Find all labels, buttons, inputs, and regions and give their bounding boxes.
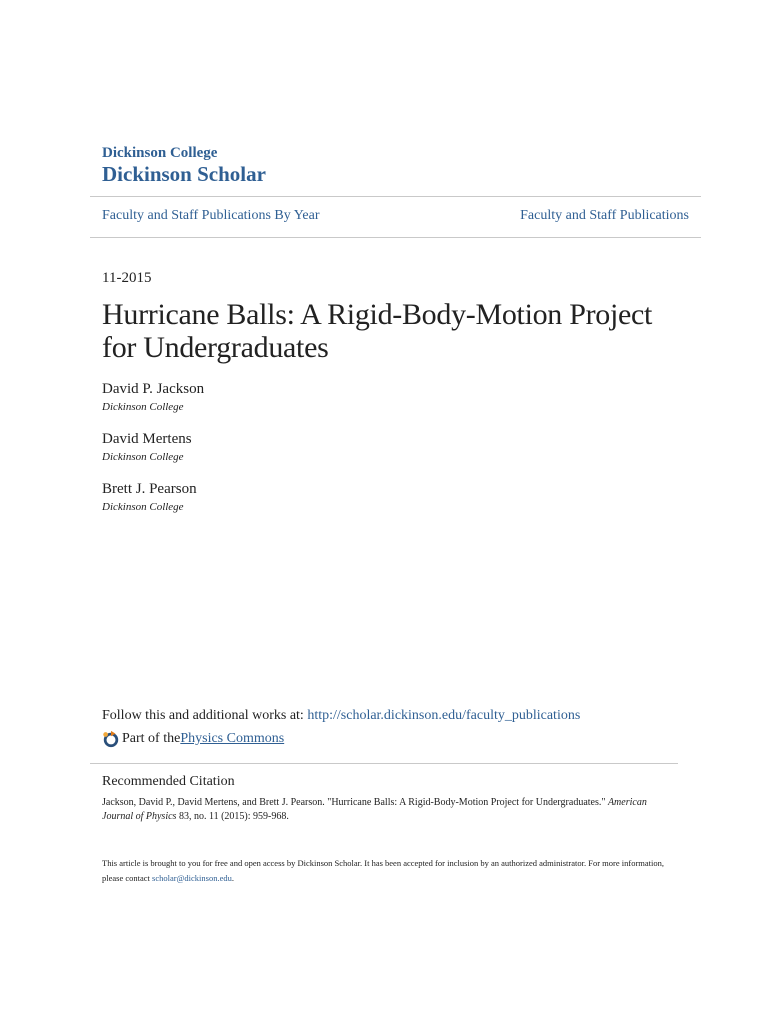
author-name: David Mertens (102, 431, 192, 447)
follow-line (102, 707, 580, 725)
part-of-prefix: Part of the (122, 731, 181, 746)
college-name[interactable]: Dickinson College (102, 145, 218, 161)
nav-link-faculty-publications[interactable]: Faculty and Staff Publications (520, 208, 689, 223)
follow-prefix: Follow this and additional works at: (102, 708, 308, 723)
author-affiliation: Dickinson College (102, 451, 184, 463)
citation-journal: American Journal of Physics (102, 797, 647, 822)
divider-citation (90, 763, 678, 764)
article-title: Hurricane Balls: A Rigid-Body-Motion Project for Undergraduates (102, 298, 653, 364)
citation-tail: 83, no. 11 (2015): 959-968. (176, 811, 289, 822)
author-block (102, 480, 197, 515)
bepress-commons-icon (102, 730, 120, 748)
part-of-line (102, 729, 284, 749)
notice-end: . (231, 873, 234, 883)
author-name: David P. Jackson (102, 381, 205, 397)
publication-date: 11-2015 (102, 270, 152, 286)
nav-link-publications-by-year[interactable]: Faculty and Staff Publications By Year (102, 208, 320, 223)
author-affiliation: Dickinson College (102, 501, 184, 513)
author-affiliation: Dickinson College (102, 401, 184, 413)
citation-main: Jackson, David P., David Mertens, and Brett J. Pearson. "Hurricane Balls: A Rigid-Body-Motion Project for Undergraduates." (102, 797, 608, 808)
access-notice (102, 856, 672, 886)
citation-heading: Recommended Citation (102, 774, 235, 789)
divider-nav (90, 237, 701, 238)
author-block (102, 430, 192, 465)
citation-text (102, 796, 668, 824)
author-block (102, 380, 204, 415)
repository-name[interactable]: Dickinson Scholar (102, 162, 266, 186)
contact-email-link[interactable]: scholar@dickinson.edu (152, 873, 232, 883)
author-name: Brett J. Pearson (102, 481, 197, 497)
institution-header (102, 144, 266, 186)
physics-commons-link[interactable]: Physics Commons (180, 731, 285, 746)
divider-top (90, 196, 701, 197)
follow-url-link[interactable]: http://scholar.dickinson.edu/faculty_publications (307, 708, 581, 723)
notice-text: This article is brought to you for free and open access by Dickinson Scholar. It has been accepted for inclusion by an authorized administrator. For more information, please contact (102, 858, 665, 883)
